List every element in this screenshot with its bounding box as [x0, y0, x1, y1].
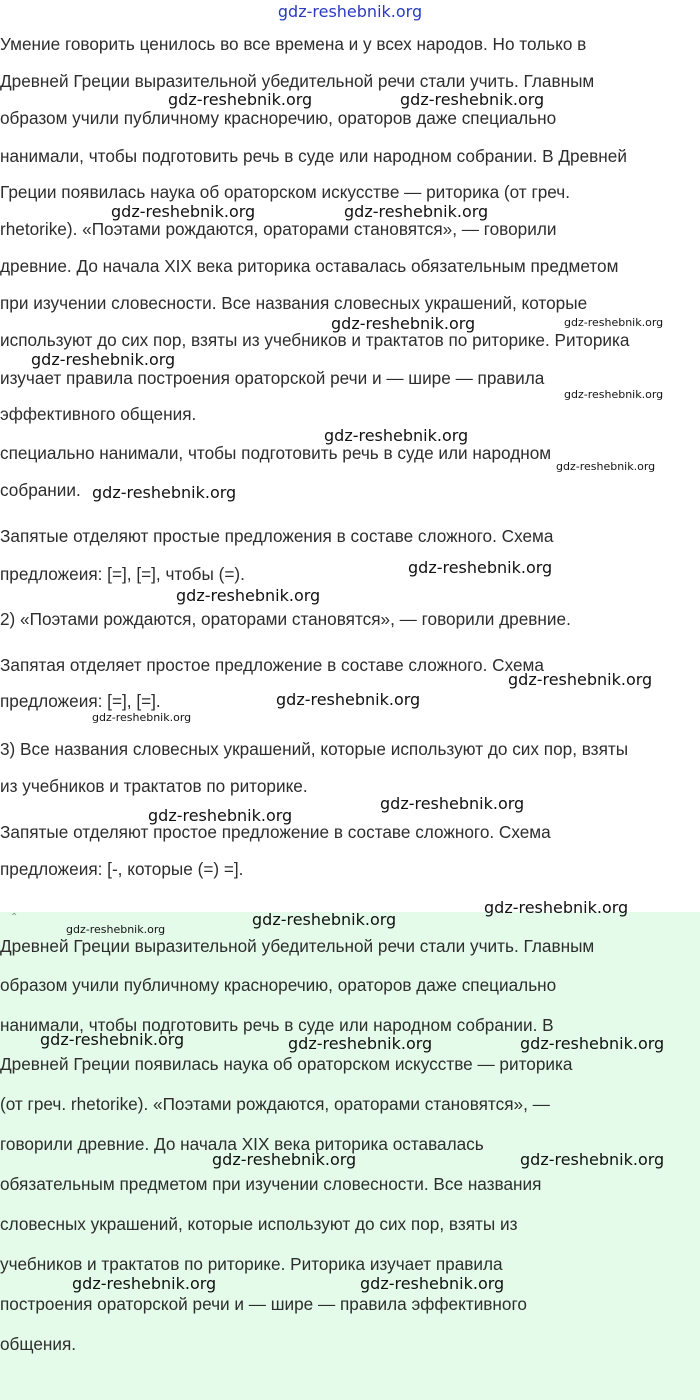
- answer-line: Древней Греции выразительной убедительной речи стали учить. Главным: [0, 936, 595, 956]
- answer-line: словесных украшений, которые используют до сих пор, взяты из: [0, 1214, 518, 1234]
- watermark: gdz-reshebnik.org: [31, 350, 176, 369]
- watermark: gdz-reshebnik.org: [92, 483, 237, 502]
- watermark: gdz-reshebnik.org: [111, 202, 256, 221]
- watermark: gdz-reshebnik.org: [212, 1150, 357, 1169]
- answer-line: учебников и трактатов по риторике. Риторика изучает правила: [0, 1254, 503, 1274]
- sentence-3: 3) Все названия словесных украшений, которые используют до сих пор, взяты: [0, 739, 629, 759]
- watermark: gdz-reshebnik.org: [564, 388, 664, 401]
- intro-line: образом учили публичному красноречию, ораторов даже специально: [0, 108, 557, 128]
- intro-line: изучает правила построения ораторской речи и — шире — правила: [0, 368, 545, 388]
- watermark: gdz-reshebnik.org: [288, 1034, 433, 1053]
- watermark: gdz-reshebnik.org: [344, 202, 489, 221]
- answer-line: Древней Греции появилась наука об ораторском искусстве — риторика: [0, 1054, 573, 1074]
- watermark: gdz-reshebnik.org: [564, 316, 664, 329]
- sentence-2: 2) «Поэтами рождаются, ораторами становятся», — говорили древние.: [0, 609, 571, 629]
- watermark: gdz-reshebnik.org: [380, 794, 525, 813]
- answer-line: нанимали, чтобы подготовить речь в суде или народном собрании. В: [0, 1015, 554, 1035]
- answer-line: построения ораторской речи и — шире — правила эффективного: [0, 1294, 527, 1314]
- answer-line: общения.: [0, 1334, 77, 1354]
- watermark: gdz-reshebnik.org: [520, 1150, 665, 1169]
- intro-line: rhetorike). «Поэтами рождаются, ораторами становятся», — говорили: [0, 219, 557, 239]
- intro-line: при изучении словесности. Все названия словесных украшений, которые: [0, 293, 588, 313]
- watermark: gdz-reshebnik.org: [331, 314, 476, 333]
- watermark: gdz-reshebnik.org: [72, 1274, 217, 1293]
- intro-line: нанимали, чтобы подготовить речь в суде или народном собрании. В Древней: [0, 146, 627, 166]
- sentence-2-note: Запятая отделяет простое предложение в составе сложного. Схема: [0, 655, 544, 675]
- watermark: gdz-reshebnik.org: [148, 806, 293, 825]
- sentence-1: специально нанимали, чтобы подготовить речь в суде или народном: [0, 443, 552, 463]
- intro-line: Умение говорить ценилось во все времена и у всех народов. Но только в: [0, 34, 587, 54]
- intro-line: древние. До начала XIX века риторика оставалась обязательным предметом: [0, 256, 619, 276]
- site-header-link[interactable]: gdz-reshebnik.org: [277, 2, 423, 21]
- watermark: gdz-reshebnik.org: [252, 910, 397, 929]
- watermark: gdz-reshebnik.org: [400, 90, 545, 109]
- watermark: gdz-reshebnik.org: [556, 460, 656, 473]
- watermark: gdz-reshebnik.org: [484, 898, 629, 917]
- watermark: gdz-reshebnik.org: [40, 1030, 185, 1049]
- sentence-1-note: предложеия: [=], [=], чтобы (=).: [0, 564, 245, 584]
- watermark: gdz-reshebnik.org: [508, 670, 653, 689]
- intro-line: Древней Греции выразительной убедительной речи стали учить. Главным: [0, 71, 595, 91]
- watermark: gdz-reshebnik.org: [276, 690, 421, 709]
- watermark: gdz-reshebnik.org: [168, 90, 313, 109]
- intro-line: используют до сих пор, взяты из учебников и трактатов по риторике. Риторика: [0, 330, 630, 350]
- sentence-1: собрании.: [0, 480, 81, 500]
- watermark: gdz-reshebnik.org: [360, 1274, 505, 1293]
- sentence-3: из учебников и трактатов по риторике.: [0, 776, 308, 796]
- watermark: gdz-reshebnik.org: [176, 586, 321, 605]
- answer-line: (от греч. rhetorike). «Поэтами рождаются, ораторами становятся», —: [0, 1094, 550, 1114]
- watermark: gdz-reshebnik.org: [92, 711, 192, 724]
- watermark: gdz-reshebnik.org: [520, 1034, 665, 1053]
- answer-line: обязательным предметом при изучении словесности. Все названия: [0, 1174, 542, 1194]
- intro-line: Греции появилась наука об ораторском искусстве — риторика (от греч.: [0, 182, 570, 202]
- watermark: gdz-reshebnik.org: [324, 426, 469, 445]
- intro-line: эффективного общения.: [0, 404, 197, 424]
- sentence-3-note: Запятые отделяют простое предложение в составе сложного. Схема: [0, 822, 551, 842]
- chevron-up-icon[interactable]: ⌃: [10, 912, 19, 923]
- answer-line: образом учили публичному красноречию, ораторов даже специально: [0, 975, 557, 995]
- watermark: gdz-reshebnik.org: [66, 923, 166, 936]
- sentence-1-note: Запятые отделяют простые предложения в составе сложного. Схема: [0, 526, 554, 546]
- watermark: gdz-reshebnik.org: [408, 558, 553, 577]
- answer-line: говорили древние. До начала XIX века риторика оставалась: [0, 1134, 484, 1154]
- sentence-3-note: предложеия: [-, которые (=) =].: [0, 859, 244, 879]
- sentence-2-note: предложеия: [=], [=].: [0, 691, 161, 711]
